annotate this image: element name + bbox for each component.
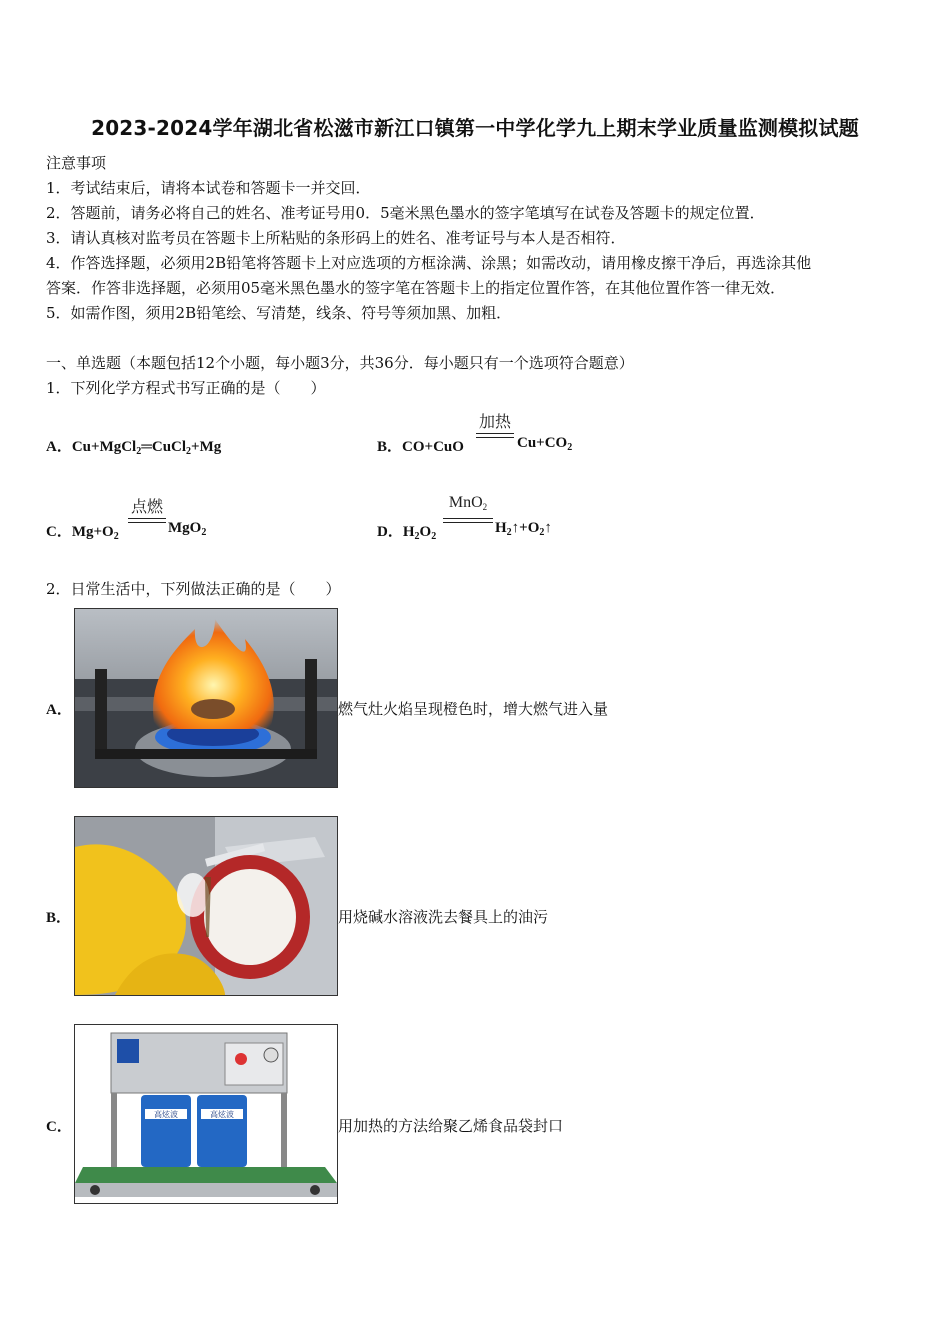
equals-sign (128, 518, 166, 523)
q2-option-a-text: 燃气灶火焰呈现橙色时，增大燃气进入量 (338, 700, 609, 718)
subscript: 2 (506, 527, 512, 538)
q1-option-d-product (495, 520, 552, 538)
q1-option-a (46, 435, 221, 457)
notice-item: 3．请认真核对监考员在答题卡上所粘贴的条形码上的姓名、准考证号与本人是否相符． (46, 229, 626, 247)
formula-part: Cu+CO (517, 435, 568, 451)
formula-part: O (419, 524, 432, 540)
q2-option-c-text: 用加热的方法给聚乙烯食品袋封口 (338, 1117, 564, 1135)
q2-option-c-label: C． (46, 1119, 72, 1135)
dishwashing-illustration (75, 817, 337, 995)
subscript: 2 (414, 531, 420, 542)
q2-option-b-text: 用烧碱水溶液洗去餐具上的油污 (338, 908, 549, 926)
question-2-stem: 2．日常生活中，下列做法正确的是（ ） (46, 580, 341, 598)
q1-option-b (377, 435, 464, 456)
formula-part: Mg+O (71, 524, 114, 540)
formula-part: H (495, 520, 507, 536)
gas-stove-illustration (75, 609, 337, 787)
subscript: 2 (113, 531, 119, 542)
formula-part: CO+CuO (402, 439, 464, 455)
notice-item: 4．作答选择题，必须用2B铅笔将答题卡上对应选项的方框涂满、涂黑；如需改动，请用橡皮擦干净后，再选涂其他 (46, 254, 812, 272)
sealing-machine-image (74, 1024, 338, 1204)
q1-option-c (46, 520, 119, 542)
catalyst-formula: MnO (448, 494, 483, 511)
formula-part: ↑ (544, 520, 552, 536)
product-package-text: 高炫波 (154, 1110, 178, 1119)
notice-item: 2．答题前，请务必将自己的姓名、准考证号用0．5毫米黑色墨水的签字笔填写在试卷及答题卡的规定位置． (46, 204, 765, 222)
reaction-condition-catalyst (443, 494, 493, 512)
reaction-condition-ignite: 点燃 (130, 499, 163, 516)
reaction-condition-heat: 加热 (478, 414, 511, 431)
subscript: 2 (567, 442, 573, 453)
subscript: 2 (201, 527, 207, 538)
equals-sign (476, 433, 514, 438)
subscript: 2 (482, 502, 488, 512)
gas-stove-flame-image (74, 608, 338, 788)
formula-part: H (402, 524, 415, 540)
option-label: D． (377, 524, 403, 540)
subscript: 2 (539, 527, 545, 538)
subscript: 2 (186, 446, 192, 457)
formula-part: +Mg (191, 439, 222, 455)
formula-part: Cu+MgCl (71, 439, 137, 455)
option-label: B． (377, 439, 403, 455)
formula-part: ═CuCl (141, 439, 187, 455)
section-heading: 一、单选题（本题包括12个小题，每小题3分，共36分．每小题只有一个选项符合题意） (46, 354, 634, 372)
q1-option-c-product (168, 520, 206, 538)
exam-title: 2023-2024学年湖北省松滋市新江口镇第一中学化学九上期末学业质量监测模拟试题 (91, 116, 859, 140)
sealing-machine-illustration (75, 1025, 337, 1203)
subscript: 2 (431, 531, 437, 542)
option-label: C． (46, 524, 72, 540)
notice-item: 答案．作答非选择题，必须用05毫米黑色墨水的签字笔在答题卡上的指定位置作答，在其他位置作答一律无效． (46, 279, 786, 297)
q2-option-a-label: A． (46, 702, 72, 718)
formula-part: MgO (168, 520, 202, 536)
q2-option-b-label: B． (46, 910, 72, 926)
equals-sign (443, 518, 493, 523)
notice-heading: 注意事项 (46, 154, 107, 172)
formula-part: ↑+O (511, 520, 540, 536)
question-1-stem: 1．下列化学方程式书写正确的是（ ） (46, 379, 326, 397)
subscript: 2 (136, 446, 142, 457)
option-label: A． (46, 439, 72, 455)
dishwashing-image (74, 816, 338, 996)
notice-item: 5．如需作图，须用2B铅笔绘、写清楚，线条、符号等须加黑、加粗． (46, 304, 512, 322)
notice-item: 1．考试结束后，请将本试卷和答题卡一并交回． (46, 179, 371, 197)
q1-option-d (377, 520, 436, 542)
product-package-text: 高炫波 (210, 1110, 234, 1119)
q1-option-b-product (517, 435, 572, 453)
